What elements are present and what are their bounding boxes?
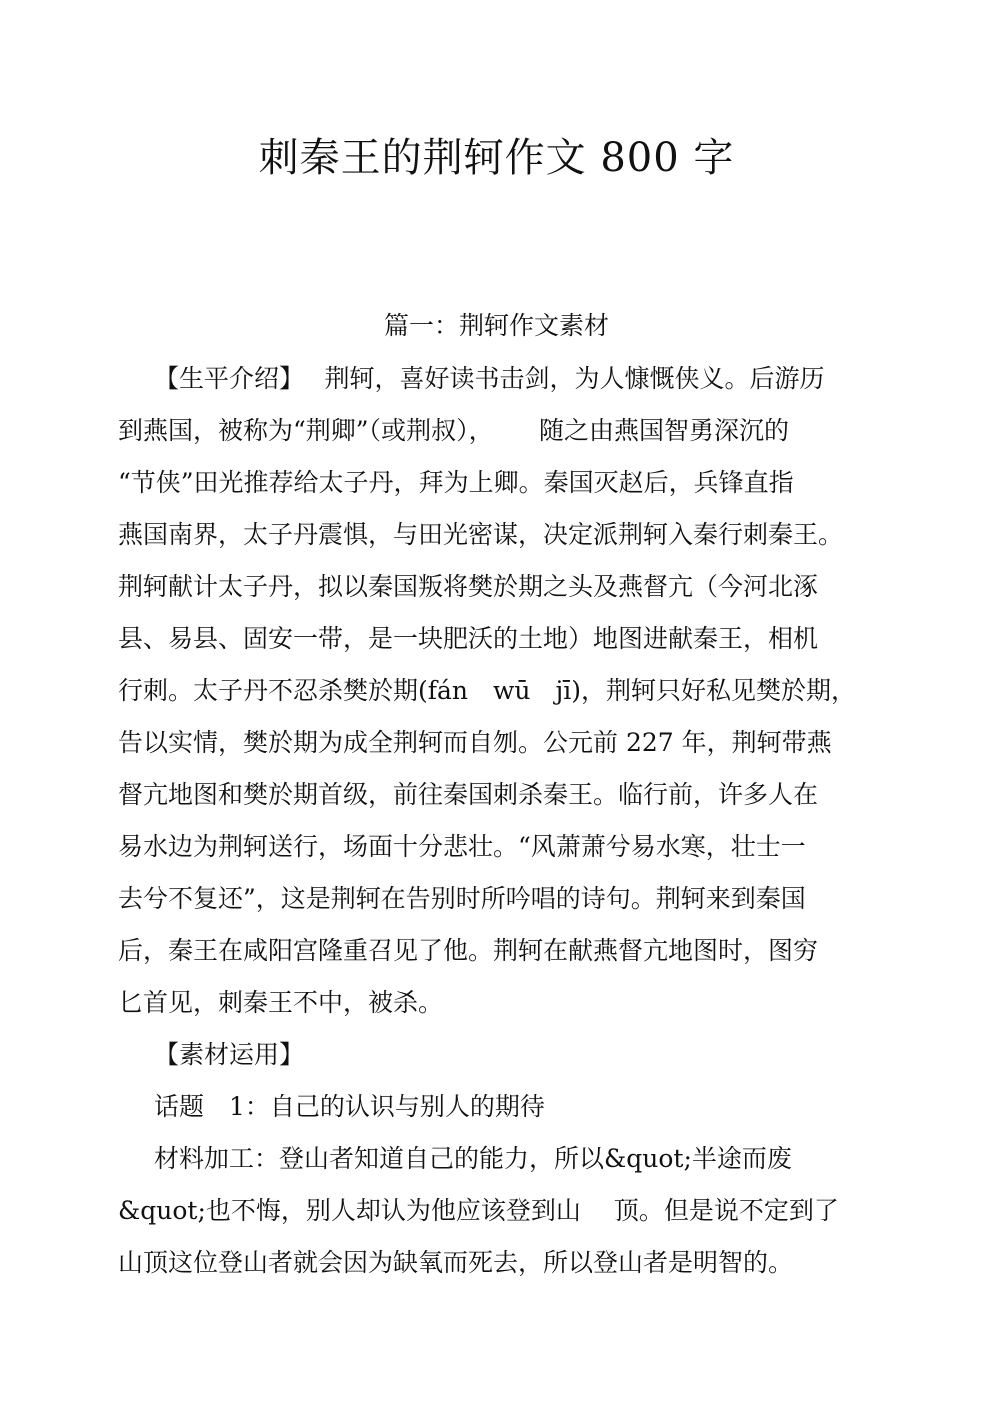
paragraph-line: 材料加工：登山者知道自己的能力，所以&quot;半途而废 <box>154 1144 792 1173</box>
paragraph-line: 督亢地图和樊於期首级，前往秦国刺杀秦王。临行前，许多人在 <box>118 780 819 809</box>
paragraph-line: 后，秦王在咸阳宫隆重召见了他。荆轲在献燕督亢地图时，图穷 <box>118 936 819 965</box>
paragraph-line: 易水边为荆轲送行，场面十分悲壮。“风萧萧兮易水寒，壮士一 <box>118 832 806 861</box>
topic-line: 话题 1：自己的认识与别人的期待 <box>154 1092 545 1121</box>
section-label: 【素材运用】 <box>154 1040 305 1069</box>
paragraph-line: 到燕国，被称为“荆卿”（或荆叔）， 随之由燕国智勇深沉的 <box>118 416 790 445</box>
paragraph-line: 山顶这位登山者就会因为缺氧而死去，所以登山者是明智的。 <box>118 1248 794 1277</box>
paragraph-line: 告以实情，樊於期为成全荆轲而自刎。公元前 227 年，荆轲带燕 <box>118 728 832 757</box>
paragraph-line: 燕国南界，太子丹震惧，与田光密谋，决定派荆轲入秦行刺秦王。 <box>118 520 844 549</box>
paragraph-line: 去兮不复还”，这是荆轲在告别时所吟唱的诗句。荆轲来到秦国 <box>118 884 806 913</box>
paragraph-line: 行刺。太子丹不忍杀樊於期(fán wū jī)，荆轲只好私见樊於期， <box>118 676 857 705</box>
paragraph-line: 【生平介绍】 荆轲，喜好读书击剑，为人慷慨侠义。后游历 <box>154 364 825 393</box>
paragraph-line: &quot;也不悔，别人却认为他应该登到山 顶。但是说不定到了 <box>118 1196 839 1225</box>
document-title: 刺秦王的荆轲作文 800 字 <box>258 135 735 181</box>
paragraph-line: 荆轲献计太子丹，拟以秦国叛将樊於期之头及燕督亢（今河北涿 <box>118 572 819 601</box>
body-text <box>118 353 888 1289</box>
section-heading: 篇一：荆轲作文素材 <box>383 311 609 340</box>
paragraph-line: 匕首见，刺秦王不中，被杀。 <box>118 988 444 1017</box>
paragraph-line: 县、易县、固安一带，是一块肥沃的土地）地图进献秦王，相机 <box>118 624 819 653</box>
paragraph-line: “节侠”田光推荐给太子丹，拜为上卿。秦国灭赵后，兵锋直指 <box>118 468 794 497</box>
